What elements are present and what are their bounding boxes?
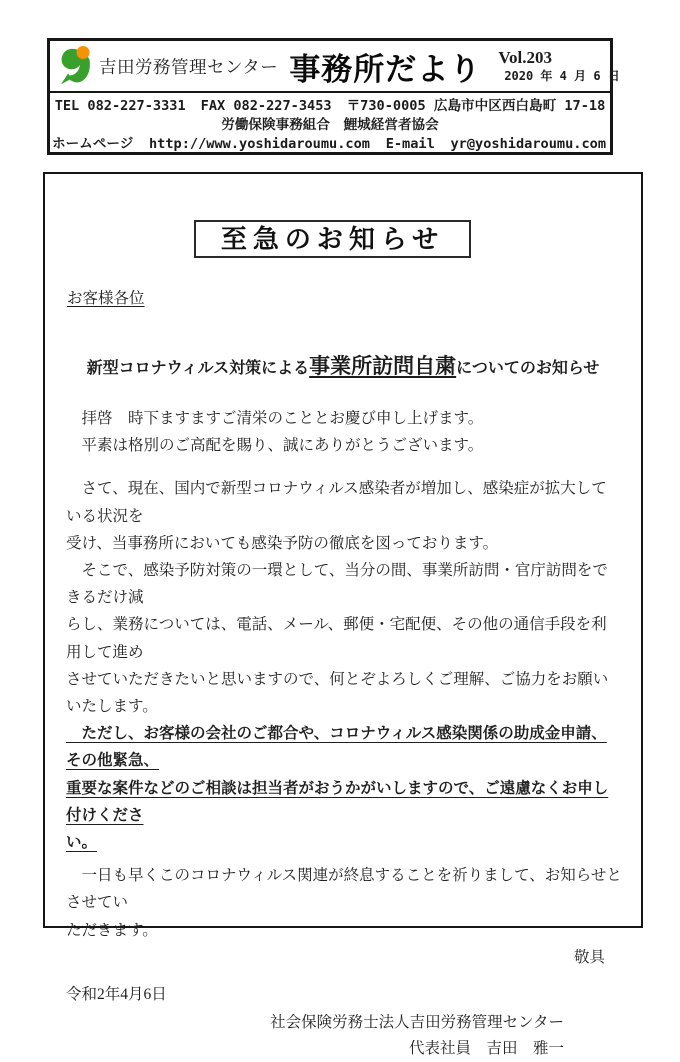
- signature-company: 社会保険労務士法人吉田労務管理センター: [270, 1014, 564, 1032]
- salutation: お客様各位: [67, 290, 145, 307]
- letter-date: 令和2年4月6日: [66, 986, 167, 1004]
- subject-emphasis: 事業所訪問自粛: [309, 355, 457, 378]
- masthead-row: [50, 41, 620, 93]
- greeting-line: 平素は格別のご高配を賜り、誠にありがとうございます。: [66, 437, 484, 455]
- email-label: E-mail: [385, 136, 435, 152]
- newsletter-header: [47, 38, 620, 155]
- body-line: させていただきたいと思いますので、何とぞよろしくご理解、ご協力をお願いいたします。: [66, 670, 609, 716]
- letter-body: [66, 405, 622, 1062]
- body-line: さて、現在、国内で新型コロナウィルス感染者が増加し、感染症が拡大している状況を: [66, 480, 607, 525]
- emphasis-line: 重要な案件などのご相談は担当者がおうかがいしますので、ご遠慮なくお申し付けくださ: [66, 779, 609, 824]
- postal-address: 〒730-0005 広島市中区西白島町 17-18: [346, 98, 606, 114]
- tel-label: TEL 082-227-3331: [54, 98, 186, 114]
- notice-body: [43, 172, 643, 1058]
- body-paragraph: [66, 475, 622, 720]
- homepage-label: ホームページ: [52, 136, 134, 152]
- issue-date: 2020 年 4 月 6 日: [504, 68, 620, 83]
- subject-prefix: 新型コロナウィルス対策による: [86, 360, 310, 377]
- closing-paragraph: [66, 862, 622, 944]
- fax-label: FAX 082-227-3453: [200, 98, 332, 114]
- subject-suffix: についてのお知らせ: [456, 360, 600, 377]
- emphasis-line: い。: [66, 834, 98, 852]
- closing-line: 一日も早くこのコロナウィルス関連が終息することを祈りまして、お知らせとさせてい: [66, 867, 622, 912]
- contact-block: [50, 93, 610, 154]
- greeting-paragraph: [66, 405, 622, 459]
- signature-representative: 代表社員 吉田 雅一: [408, 1040, 564, 1058]
- urgent-banner: 至急のお知らせ: [194, 220, 471, 258]
- closing-line: ただきます。: [66, 921, 158, 939]
- signature-block: [66, 1010, 622, 1062]
- email-address: yr@yoshidaroumu.com: [450, 136, 606, 152]
- company-logo-icon: [59, 43, 96, 87]
- body-line: そこで、感染予防対策の一環として、当分の間、事業所訪問・官庁訪問をできるだけ減: [66, 562, 608, 607]
- contact-line-2: [50, 116, 610, 135]
- association-name: 労働保険事務組合 鯉城経営者協会: [221, 117, 439, 133]
- homepage-url: http://www.yoshidaroumu.com: [149, 136, 370, 152]
- emphasis-line: ただし、お客様の会社のご都合や、コロナウィルス感染関係の助成金申請、その他緊急、: [66, 725, 607, 770]
- subject-line: [45, 350, 641, 380]
- emphasis-paragraph: [66, 720, 622, 856]
- newsletter-title: 事務所だより: [289, 51, 482, 87]
- body-line: らし、業務については、電話、メール、郵便・宅配便、その他の通信手段を利用して進め: [66, 616, 607, 661]
- body-line: 受け、当事務所においても感染予防の徹底を図っております。: [66, 534, 499, 552]
- contact-line-1: [50, 97, 610, 116]
- contact-line-3: [50, 135, 610, 154]
- signoff: 敬具: [573, 948, 605, 966]
- volume-label: Vol.203: [498, 48, 553, 68]
- volume-block: [498, 49, 619, 83]
- company-name: 吉田労務管理センター: [99, 56, 279, 77]
- greeting-line: 拝啓 時下ますますご清栄のこととお慶び申し上げます。: [66, 410, 484, 427]
